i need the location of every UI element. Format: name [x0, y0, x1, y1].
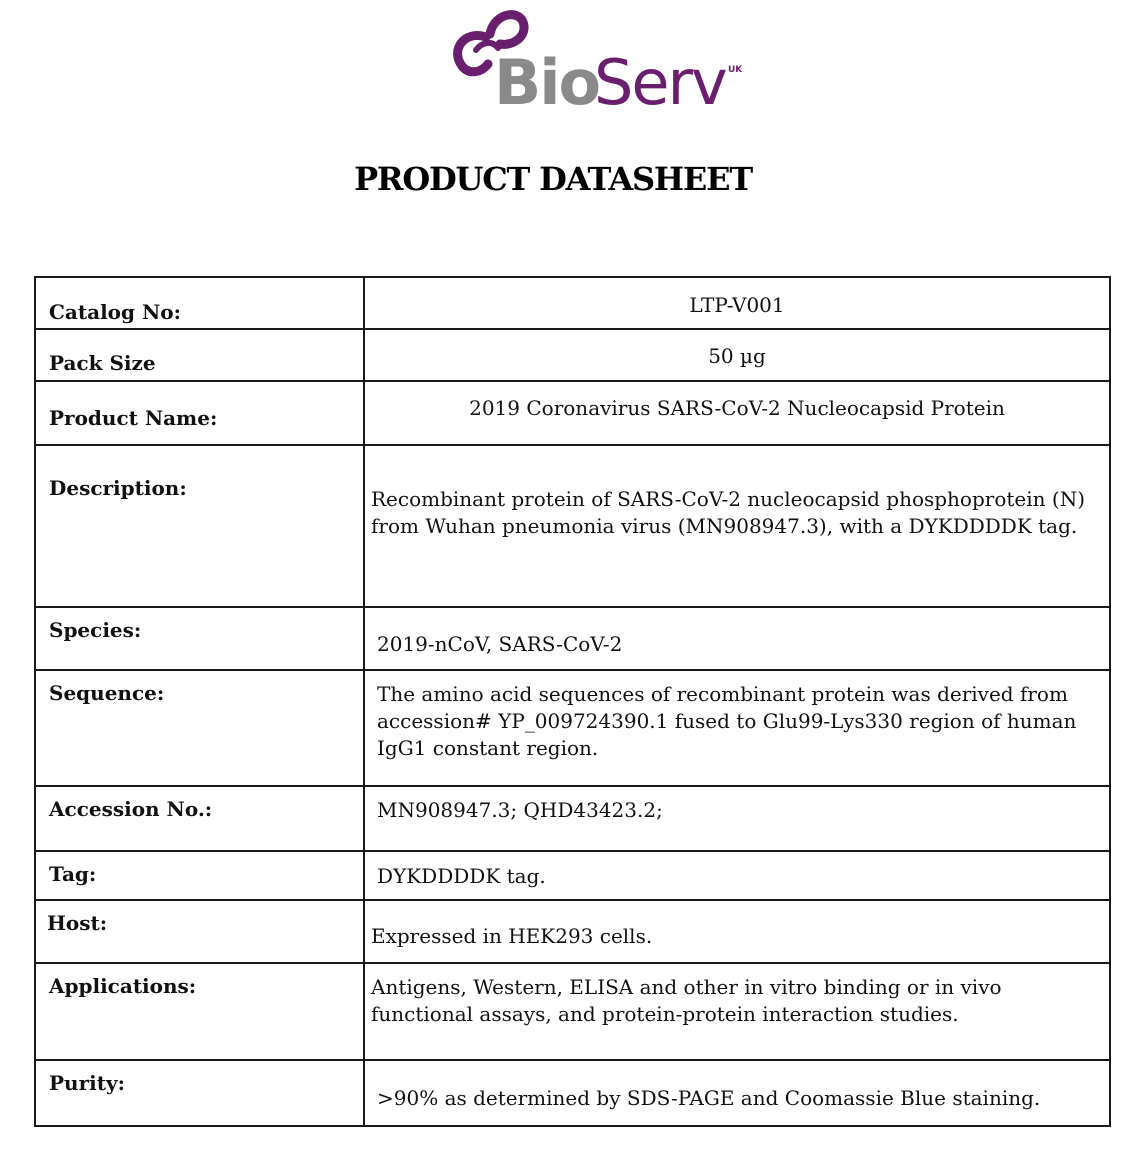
svg-text:UK: UK	[728, 65, 743, 75]
table-row	[35, 1060, 1110, 1126]
row-value-cell	[364, 381, 1110, 445]
table-row	[35, 277, 1110, 329]
sequence-value: The amino acid sequences of recombinant protein was derived from accession# YP_009724390.1 fused to Glu99-Lys330 region of human IgG1 constant region.	[377, 682, 1077, 760]
table-row	[35, 607, 1110, 670]
table-row	[35, 963, 1110, 1060]
table-row	[35, 851, 1110, 900]
row-value-cell	[364, 963, 1110, 1060]
purity-label: Purity:	[49, 1071, 125, 1095]
catalog-no-value: LTP-V001	[689, 293, 785, 317]
table-row	[35, 786, 1110, 851]
row-value-cell	[364, 607, 1110, 670]
row-label-cell	[35, 329, 364, 381]
svg-text:Bio: Bio	[494, 46, 600, 108]
row-label-cell	[35, 851, 364, 900]
row-label-cell	[35, 607, 364, 670]
pack-size-label: Pack Size	[49, 351, 156, 375]
catalog-no-label: Catalog No:	[49, 300, 181, 324]
product-name-value: 2019 Coronavirus SARS-CoV-2 Nucleocapsid Protein	[469, 396, 1005, 420]
page-title: PRODUCT DATASHEET	[354, 160, 752, 198]
table-row	[35, 329, 1110, 381]
tag-value: DYKDDDDK tag.	[377, 864, 546, 888]
host-value: Expressed in HEK293 cells.	[371, 924, 653, 948]
row-value-cell	[364, 900, 1110, 963]
row-value-cell	[364, 445, 1110, 607]
row-value-cell	[364, 277, 1110, 329]
applications-value: Antigens, Western, ELISA and other in vitro binding or in vivo functional assays, and protein-protein interaction studies.	[371, 975, 1002, 1026]
pack-size-value: 50 µg	[708, 344, 766, 368]
table-row	[35, 445, 1110, 607]
row-label-cell	[35, 900, 364, 963]
description-label: Description:	[49, 476, 187, 500]
bioserv-logo	[446, 4, 746, 108]
accession-no-label: Accession No.:	[49, 797, 213, 821]
species-label: Species:	[49, 618, 142, 642]
row-value-cell	[364, 851, 1110, 900]
row-label-cell	[35, 786, 364, 851]
purity-value: >90% as determined by SDS-PAGE and Coomassie Blue staining.	[377, 1086, 1041, 1110]
applications-label: Applications:	[49, 974, 197, 998]
svg-text:Serv: Serv	[594, 46, 726, 108]
description-value: Recombinant protein of SARS-CoV-2 nucleocapsid phosphoprotein (N) from Wuhan pneumonia virus (MN908947.3), with a DYKDDDDK tag.	[371, 487, 1085, 538]
row-value-cell	[364, 1060, 1110, 1126]
row-value-cell	[364, 786, 1110, 851]
table-row	[35, 900, 1110, 963]
row-label-cell	[35, 670, 364, 786]
row-label-cell	[35, 963, 364, 1060]
product-name-label: Product Name:	[49, 406, 218, 430]
row-label-cell	[35, 445, 364, 607]
row-value-cell	[364, 670, 1110, 786]
product-spec-table	[34, 276, 1111, 1127]
row-label-cell	[35, 1060, 364, 1126]
host-label: Host:	[47, 911, 108, 935]
sequence-label: Sequence:	[49, 681, 165, 705]
species-value: 2019-nCoV, SARS-CoV-2	[377, 632, 623, 656]
accession-no-value: MN908947.3; QHD43423.2;	[377, 798, 663, 822]
row-label-cell	[35, 381, 364, 445]
table-row	[35, 670, 1110, 786]
row-value-cell	[364, 329, 1110, 381]
tag-label: Tag:	[49, 862, 97, 886]
table-row	[35, 381, 1110, 445]
row-label-cell	[35, 277, 364, 329]
